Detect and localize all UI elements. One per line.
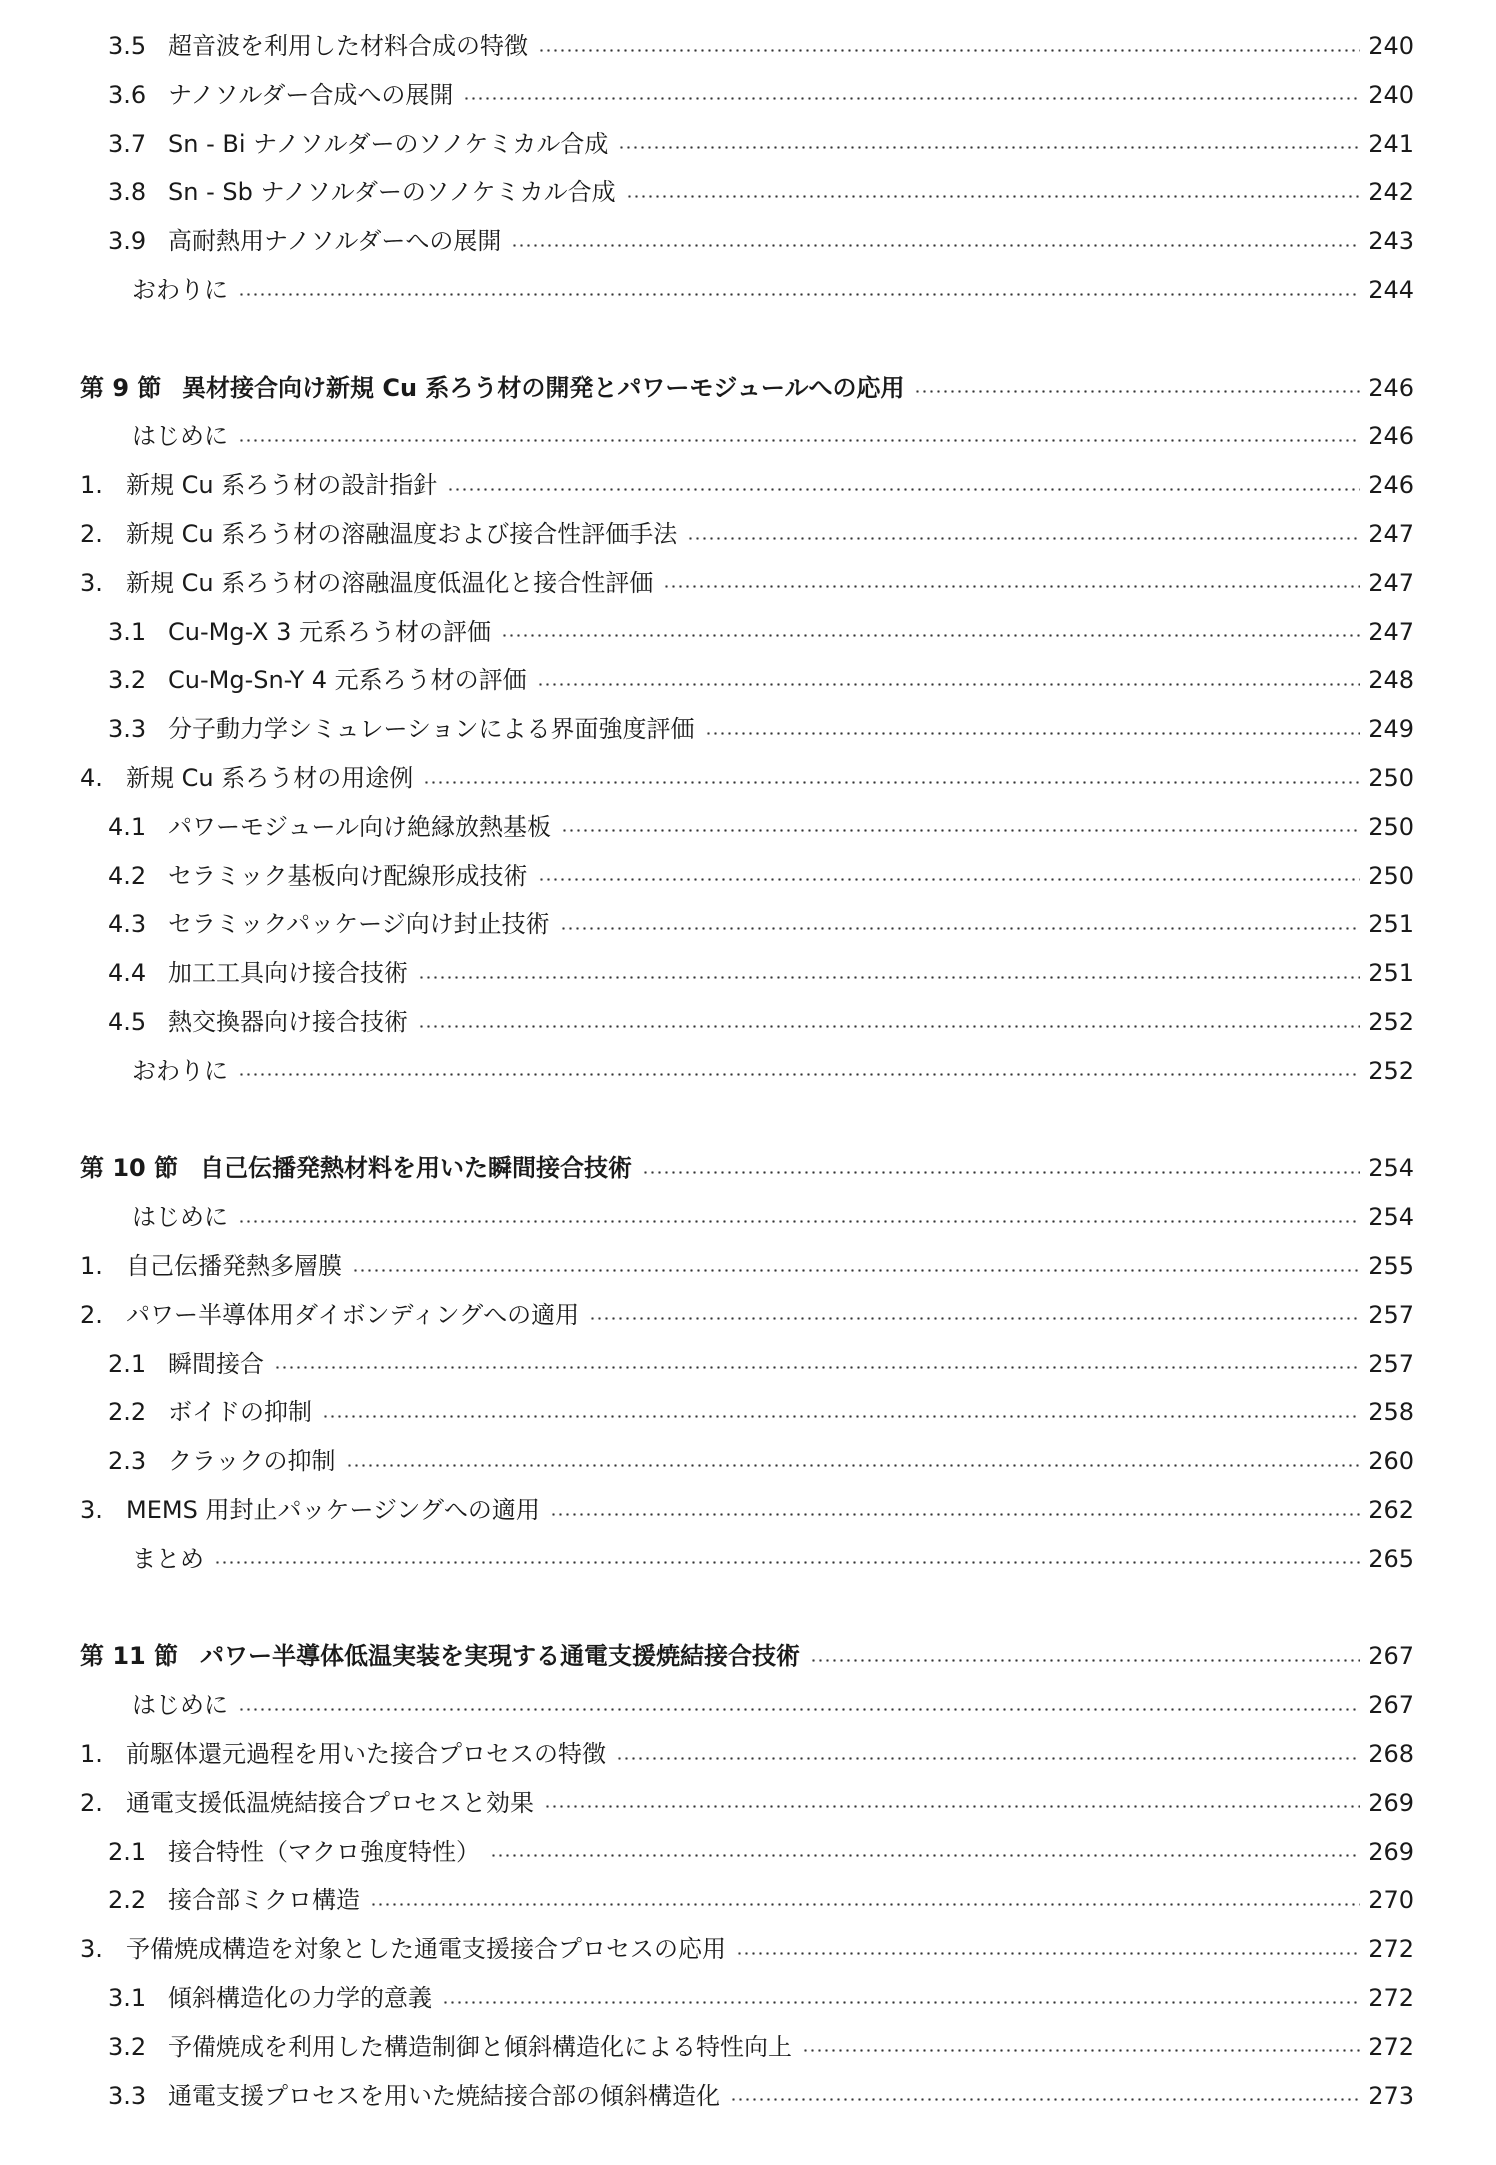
toc-entry-title: 自己伝播発熱多層膜 (126, 1252, 342, 1280)
toc-entry-title: 熱交換器向け接合技術 (168, 1008, 408, 1036)
toc-section-row (0, 1145, 1496, 1191)
toc-entry-title: Cu-Mg-Sn-Y 4 元系ろう材の評価 (168, 666, 527, 695)
dot-leader (442, 2001, 1360, 2004)
toc-entry-title: 接合特性（マクロ強度特性） (168, 1837, 480, 1866)
toc-entry-number: 3. (80, 568, 103, 597)
toc-entry (126, 462, 1414, 508)
toc-entry-number: 1. (80, 471, 103, 500)
toc-entry-title: 傾斜構造化の力学的意義 (168, 1984, 432, 2012)
toc-entry-title: 通電支援プロセスを用いた焼結接合部の傾斜構造化 (168, 2081, 720, 2110)
toc-entry-number: 4.2 (108, 861, 147, 890)
toc-entry-row (0, 1829, 1496, 1875)
toc-entry-title: Sn - Sb ナノソルダーのソノケミカル合成 (168, 178, 616, 207)
toc-entry (168, 1877, 1414, 1923)
toc-page-number: 265 (1368, 1544, 1414, 1573)
dot-leader (423, 781, 1360, 784)
dot-leader (238, 1708, 1360, 1711)
toc-entry (126, 1292, 1414, 1338)
toc-entry-number: 3.1 (108, 617, 147, 646)
toc-entry-number: 2. (80, 1788, 103, 1817)
toc-page-number: 255 (1368, 1252, 1414, 1280)
dot-leader (687, 537, 1360, 540)
dot-leader (447, 488, 1360, 491)
toc-entry-title: パワー半導体低温実装を実現する通電支援焼結接合技術 (200, 1642, 800, 1671)
toc-entry-number: 3.8 (108, 178, 147, 207)
toc-entry-number: 3.7 (108, 129, 147, 158)
dot-leader (538, 878, 1360, 881)
toc-entry-row (0, 804, 1496, 850)
toc-entry-number: 第 10 節 (80, 1154, 179, 1183)
toc-entry-number: 3.2 (108, 666, 147, 695)
toc-entry-number: 3.1 (108, 1984, 147, 2012)
toc-entry (200, 1633, 1414, 1679)
toc-entry (132, 1682, 1414, 1728)
toc-entry-row (0, 1292, 1496, 1338)
toc-entry-row (0, 950, 1496, 996)
toc-entry-number: 3.3 (108, 2081, 147, 2110)
toc-page-number: 251 (1368, 910, 1414, 939)
toc-entry-number: 3.3 (108, 715, 147, 744)
dot-leader (663, 585, 1360, 588)
toc-entry-number: 第 11 節 (80, 1642, 179, 1671)
toc-entry-title: 予備焼成構造を対象とした通電支援接合プロセスの応用 (126, 1935, 726, 1964)
toc-entry-title: 瞬間接合 (168, 1349, 264, 1378)
toc-page-number: 244 (1368, 276, 1414, 304)
toc-entry-number: 2.1 (108, 1349, 147, 1378)
toc-entry-number: 1. (80, 1252, 103, 1280)
toc-entry-title: MEMS 用封止パッケージングへの適用 (126, 1496, 540, 1524)
toc-entry (168, 609, 1414, 655)
toc-entry (168, 657, 1414, 703)
toc-entry-row (0, 609, 1496, 655)
toc-entry-title: 新規 Cu 系ろう材の溶融温度低温化と接合性評価 (126, 568, 654, 597)
toc-entry-row (0, 1975, 1496, 2021)
toc-entry-title: パワーモジュール向け絶縁放熱基板 (168, 812, 552, 841)
dot-leader (705, 732, 1360, 735)
toc-entry-title: おわりに (132, 276, 228, 304)
dot-leader (618, 146, 1360, 149)
toc-entry-title: 分子動力学シミュレーションによる界面強度評価 (168, 715, 695, 744)
toc-entry (168, 706, 1414, 752)
toc-entry-title: 予備焼成を利用した構造制御と傾斜構造化による特性向上 (168, 2032, 792, 2061)
toc-entry-row (0, 1536, 1496, 1582)
toc-entry-row (0, 755, 1496, 801)
toc-entry-title: 通電支援低温焼結接合プロセスと効果 (126, 1788, 534, 1817)
dot-leader (214, 1561, 1360, 1564)
toc-entry (132, 267, 1414, 313)
toc-page-number: 240 (1368, 32, 1414, 60)
toc-entry-row (0, 218, 1496, 264)
dot-leader (322, 1415, 1360, 1418)
toc-entry-number: 2. (80, 520, 103, 548)
toc-entry (168, 23, 1414, 69)
toc-entry (168, 950, 1414, 996)
toc-entry (126, 511, 1414, 557)
toc-page-number: 267 (1368, 1691, 1414, 1720)
toc-page-number: 270 (1368, 1886, 1414, 1915)
toc-entry (126, 1243, 1414, 1289)
toc-page-number: 257 (1368, 1300, 1414, 1329)
toc-entry-number: 3. (80, 1496, 103, 1524)
toc-entry-number: 3.6 (108, 80, 147, 109)
toc-entry (168, 901, 1414, 947)
toc-entry-row (0, 511, 1496, 557)
toc-page-number: 272 (1368, 1984, 1414, 2012)
toc-entry (132, 1194, 1414, 1240)
toc-entry-title: 接合部ミクロ構造 (168, 1886, 360, 1915)
toc-entry-row (0, 657, 1496, 703)
toc-entry-row (0, 267, 1496, 313)
toc-entry (168, 1829, 1414, 1875)
toc-page-number: 269 (1368, 1788, 1414, 1817)
toc-entry (168, 853, 1414, 899)
toc-entry (168, 2073, 1414, 2119)
toc-entry-number: 3.5 (108, 32, 147, 60)
toc-entry-title: Sn - Bi ナノソルダーのソノケミカル合成 (168, 129, 609, 158)
toc-entry (168, 1975, 1414, 2021)
toc-entry (168, 1438, 1414, 1484)
dot-leader (560, 927, 1360, 930)
toc-entry-title: ナノソルダー合成への展開 (168, 80, 454, 109)
toc-page-number: 269 (1368, 1837, 1414, 1866)
toc-entry-number: 4.3 (108, 910, 147, 939)
toc-page-number: 250 (1368, 764, 1414, 792)
dot-leader (914, 390, 1360, 393)
toc-entry-row (0, 901, 1496, 947)
toc-page-number: 241 (1368, 129, 1414, 158)
toc-entry-row (0, 1048, 1496, 1094)
toc-entry-title: セラミックパッケージ向け封止技術 (168, 910, 550, 939)
toc-entry-row (0, 2073, 1496, 2119)
toc-entry (126, 1487, 1414, 1533)
toc-entry-row (0, 1487, 1496, 1533)
toc-entry-number: 2.2 (108, 1886, 147, 1915)
toc-page-number: 246 (1368, 471, 1414, 500)
toc-entry-title: はじめに (132, 1203, 228, 1232)
toc-entry-title: パワー半導体用ダイボンディングへの適用 (126, 1300, 580, 1329)
toc-entry (168, 121, 1414, 167)
toc-page-number: 251 (1368, 959, 1414, 988)
toc-page-number: 252 (1368, 1056, 1414, 1085)
toc-entry-row (0, 1438, 1496, 1484)
toc-entry-number: 4. (80, 764, 103, 792)
toc-entry (168, 2024, 1414, 2070)
dot-leader (501, 634, 1360, 637)
toc-entry-number: 2.3 (108, 1447, 147, 1476)
dot-leader (736, 1952, 1360, 1955)
dot-leader (616, 1757, 1360, 1760)
toc-entry (200, 1145, 1414, 1191)
toc-page-number: 248 (1368, 666, 1414, 695)
toc-entry-row (0, 1194, 1496, 1240)
toc-entry-row (0, 706, 1496, 752)
toc-entry-title: Cu-Mg-X 3 元系ろう材の評価 (168, 617, 492, 646)
toc-page-number: 254 (1368, 1203, 1414, 1232)
toc-entry-row (0, 1389, 1496, 1435)
toc-entry (126, 1926, 1414, 1972)
toc-entry-row (0, 1877, 1496, 1923)
toc-entry-row (0, 121, 1496, 167)
toc-page-number: 249 (1368, 715, 1414, 744)
toc-entry-row (0, 1926, 1496, 1972)
toc-page-number: 243 (1368, 227, 1414, 256)
toc-entry-number: 4.4 (108, 959, 147, 988)
toc-entry-number: 1. (80, 1740, 103, 1768)
dot-leader (463, 97, 1360, 100)
toc-entry-title: 高耐熱用ナノソルダーへの展開 (168, 227, 502, 256)
toc-entry-row (0, 462, 1496, 508)
toc-entry-number: 3.9 (108, 227, 147, 256)
toc-entry (168, 1389, 1414, 1435)
toc-entry-row (0, 999, 1496, 1045)
toc-page-number: 262 (1368, 1496, 1414, 1524)
toc-entry-row (0, 1243, 1496, 1289)
dot-leader (550, 1513, 1360, 1516)
dot-leader (538, 49, 1360, 52)
toc-entry (132, 1536, 1414, 1582)
dot-leader (544, 1805, 1360, 1808)
dot-leader (238, 1220, 1360, 1223)
toc-page-number: 246 (1368, 373, 1414, 402)
toc-entry-row (0, 560, 1496, 606)
toc-entry (168, 169, 1414, 215)
toc-page-number: 267 (1368, 1642, 1414, 1671)
dot-leader (238, 293, 1360, 296)
toc-entry-row (0, 413, 1496, 459)
toc-entry-row (0, 1731, 1496, 1777)
toc-page-number: 242 (1368, 178, 1414, 207)
toc-entry-number: 3.2 (108, 2032, 147, 2061)
toc-page-number: 272 (1368, 2032, 1414, 2061)
toc-page-number: 247 (1368, 568, 1414, 597)
toc-entry-title: ボイドの抑制 (168, 1398, 312, 1427)
toc-entry-title: クラックの抑制 (168, 1447, 336, 1476)
toc-entry-number: 3. (80, 1935, 103, 1964)
dot-leader (418, 1025, 1360, 1028)
dot-leader (274, 1366, 1360, 1369)
toc-entry-title: はじめに (132, 1691, 228, 1720)
toc-entry (126, 560, 1414, 606)
toc-entry-title: まとめ (132, 1544, 204, 1573)
toc-entry (126, 1731, 1414, 1777)
toc-entry-title: 自己伝播発熱材料を用いた瞬間接合技術 (200, 1154, 632, 1183)
toc-entry-row (0, 72, 1496, 118)
toc-entry-row (0, 1341, 1496, 1387)
toc-entry-number: 4.5 (108, 1008, 147, 1036)
dot-leader (418, 976, 1360, 979)
toc-entry (132, 1048, 1414, 1094)
toc-entry (168, 1341, 1414, 1387)
toc-entry-title: 超音波を利用した材料合成の特徴 (168, 32, 528, 60)
toc-entry (168, 218, 1414, 264)
dot-leader (730, 2098, 1360, 2101)
toc-entry-row (0, 169, 1496, 215)
toc-page-number: 273 (1368, 2081, 1414, 2110)
dot-leader (561, 829, 1360, 832)
toc-section-row (0, 365, 1496, 411)
dot-leader (370, 1903, 1360, 1906)
toc-entry-title: 新規 Cu 系ろう材の溶融温度および接合性評価手法 (126, 520, 678, 548)
toc-entry-row (0, 1682, 1496, 1728)
toc-entry (168, 804, 1414, 850)
toc-entry-number: 2.2 (108, 1398, 147, 1427)
dot-leader (537, 683, 1360, 686)
dot-leader (238, 1073, 1360, 1076)
toc-page-number: 240 (1368, 80, 1414, 109)
toc-entry-title: はじめに (132, 422, 228, 451)
dot-leader (589, 1317, 1360, 1320)
toc-page-number: 250 (1368, 861, 1414, 890)
toc-page-number: 246 (1368, 422, 1414, 451)
toc-section-row (0, 1633, 1496, 1679)
toc-entry-row (0, 853, 1496, 899)
toc-page-number: 247 (1368, 617, 1414, 646)
toc-entry (126, 1780, 1414, 1826)
toc-entry-number: 第 9 節 (80, 373, 162, 402)
toc-entry-title: セラミック基板向け配線形成技術 (168, 861, 528, 890)
toc-entry (182, 365, 1414, 411)
toc-page-number: 272 (1368, 1935, 1414, 1964)
toc-entry-title: 加工工具向け接合技術 (168, 959, 408, 988)
toc-entry-row (0, 1780, 1496, 1826)
dot-leader (346, 1464, 1360, 1467)
toc-entry-number: 2. (80, 1300, 103, 1329)
toc-entry-title: 新規 Cu 系ろう材の設計指針 (126, 471, 438, 500)
dot-leader (352, 1269, 1360, 1272)
dot-leader (626, 195, 1360, 198)
toc-entry-row (0, 2024, 1496, 2070)
dot-leader (810, 1659, 1360, 1662)
toc-page-number: 258 (1368, 1398, 1414, 1427)
dot-leader (238, 439, 1360, 442)
toc-page-number: 254 (1368, 1154, 1414, 1183)
toc-entry-number: 4.1 (108, 812, 147, 841)
toc-entry-title: おわりに (132, 1056, 228, 1085)
toc-page-number: 257 (1368, 1349, 1414, 1378)
toc-entry-title: 異材接合向け新規 Cu 系ろう材の開発とパワーモジュールへの応用 (182, 373, 905, 402)
toc-page-number: 260 (1368, 1447, 1414, 1476)
toc-entry (168, 72, 1414, 118)
toc-page-number: 250 (1368, 812, 1414, 841)
toc-entry-number: 2.1 (108, 1837, 147, 1866)
toc-entry (126, 755, 1414, 801)
dot-leader (802, 2049, 1360, 2052)
toc-entry (168, 999, 1414, 1045)
dot-leader (490, 1854, 1360, 1857)
toc-entry-title: 新規 Cu 系ろう材の用途例 (126, 764, 414, 792)
toc-page-number: 247 (1368, 520, 1414, 548)
toc-entry-row (0, 23, 1496, 69)
dot-leader (642, 1171, 1360, 1174)
toc-entry (132, 413, 1414, 459)
toc-page-number: 252 (1368, 1008, 1414, 1036)
dot-leader (511, 244, 1360, 247)
toc-page-number: 268 (1368, 1740, 1414, 1768)
toc-entry-title: 前駆体還元過程を用いた接合プロセスの特徴 (126, 1740, 606, 1768)
